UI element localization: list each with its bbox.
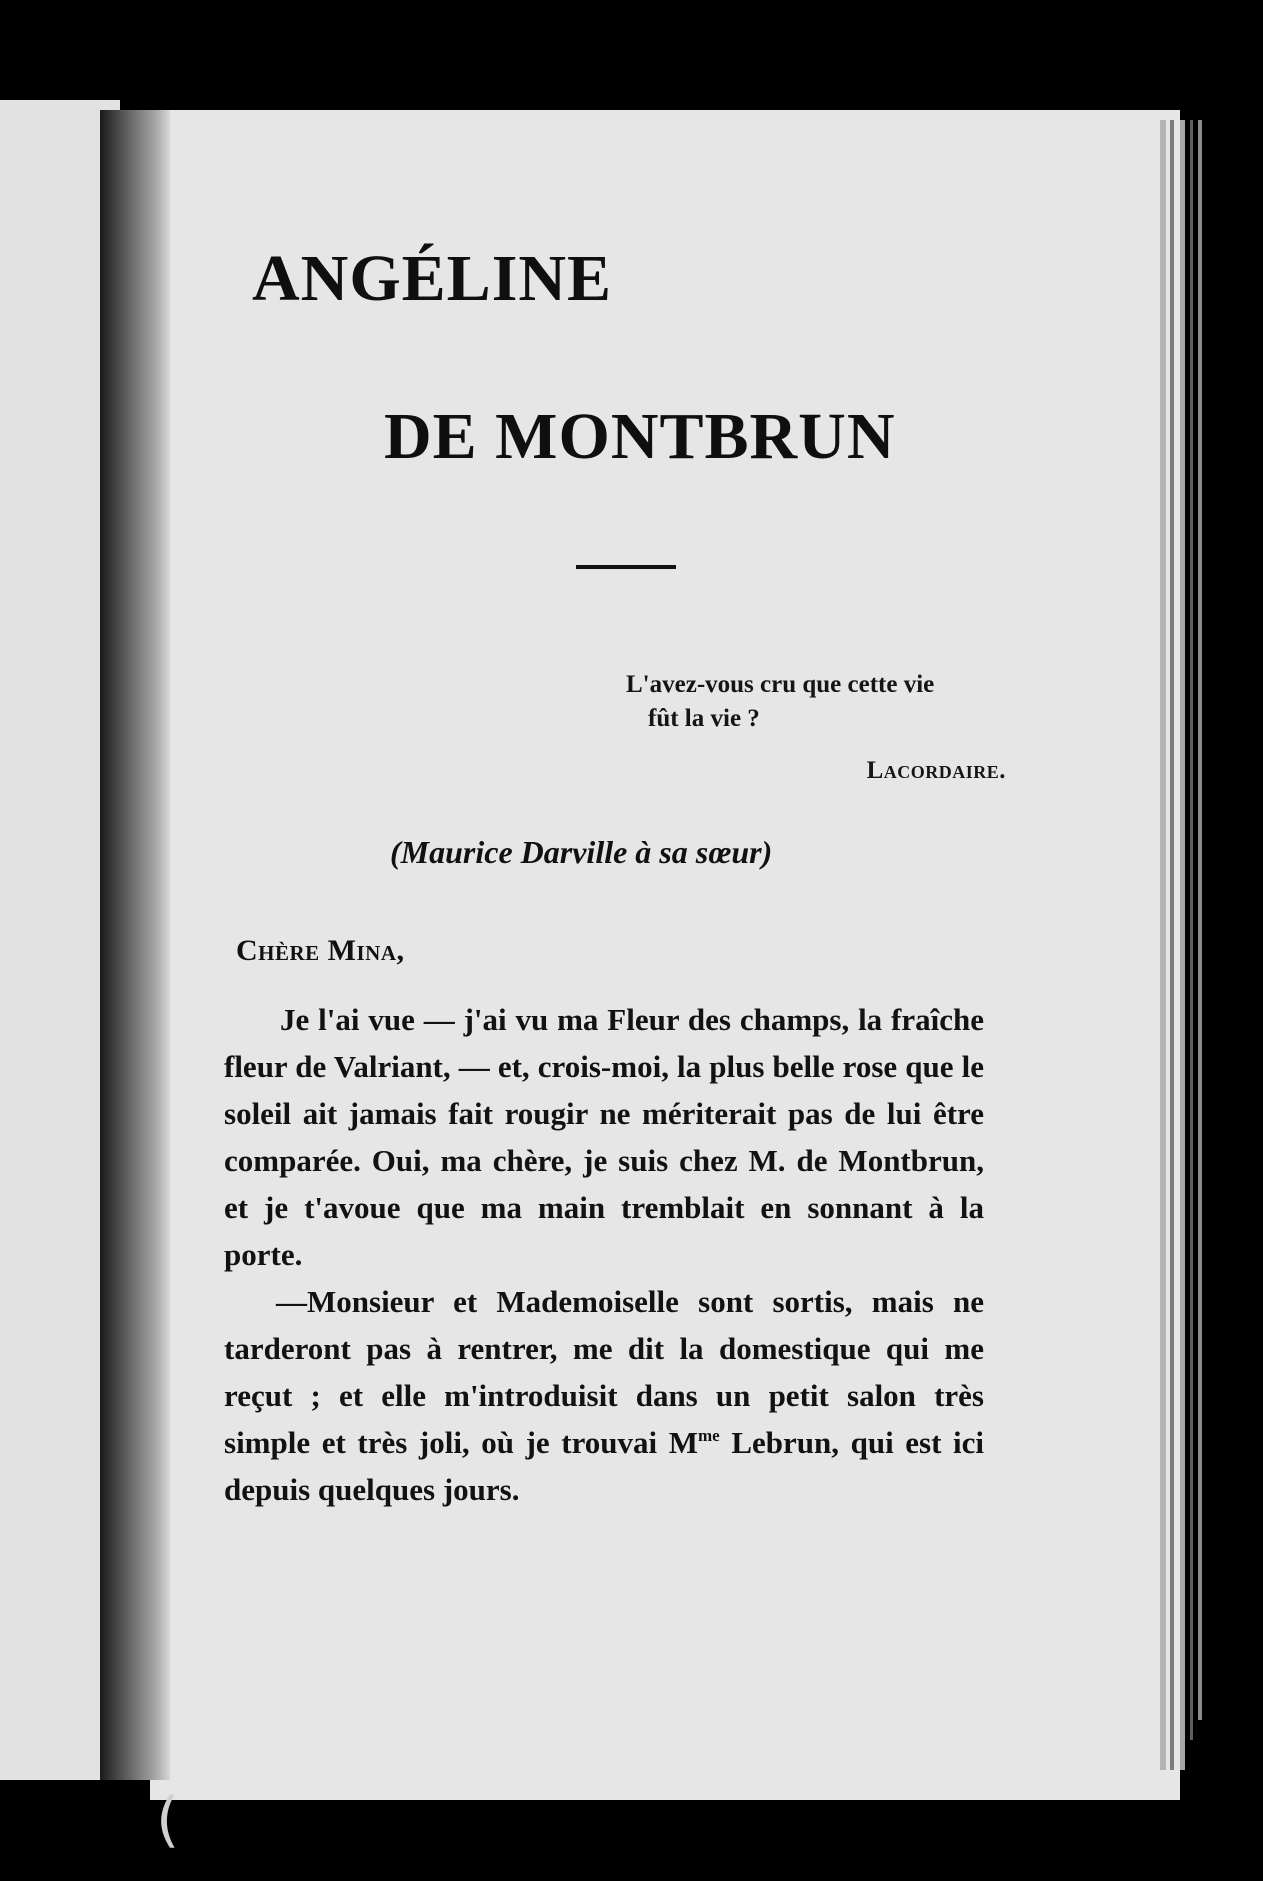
page-edge (1190, 120, 1193, 1740)
epigraph-line-1: L'avez-vous cru que cette vie (626, 671, 935, 698)
title-divider (576, 565, 676, 569)
epigraph-author: Lacordaire. (866, 757, 1006, 784)
paragraph-2-end: Lebrun, qui est ici depuis quelques jours. (224, 1425, 984, 1507)
title-line-2: DE MONTBRUN (384, 400, 896, 473)
letter-salutation: Chère Mina, (236, 934, 405, 967)
title-line-1: ANGÉLINE (252, 242, 613, 315)
page-edge (1198, 120, 1202, 1720)
superscript-abbreviation: me (698, 1426, 720, 1445)
bracket-mark-icon: ( (156, 1785, 180, 1855)
letter-subheading: (Maurice Darville à sa sœur) (390, 834, 773, 870)
book-gutter (100, 110, 170, 1780)
letter-body (224, 996, 984, 1513)
page-edge (1180, 120, 1185, 1770)
epigraph (626, 668, 1006, 788)
paragraph-2-text: —Monsieur et Mademoiselle sont sortis, mais ne tarderont pas à rentrer, me dit la domestique qui me reçut ; et elle m'introduisit dans un petit salon très simple et très joli, où je trouvai M (224, 1284, 984, 1460)
page-edge (1160, 120, 1166, 1770)
epigraph-line-2: fût la vie ? (648, 705, 760, 732)
paragraph-1: Je l'ai vue — j'ai vu ma Fleur des champs, la fraîche fleur de Valriant, — et, crois-moi, la plus belle rose que le soleil ait jamais fait rougir ne mériterait pas de lui être comparée. Oui, ma chère, je suis chez M. de Montbrun, et je t'avoue que ma main tremblait en sonnant à la porte. (224, 1002, 984, 1272)
paragraph-2 (224, 1278, 984, 1513)
page-edge (1170, 120, 1174, 1770)
